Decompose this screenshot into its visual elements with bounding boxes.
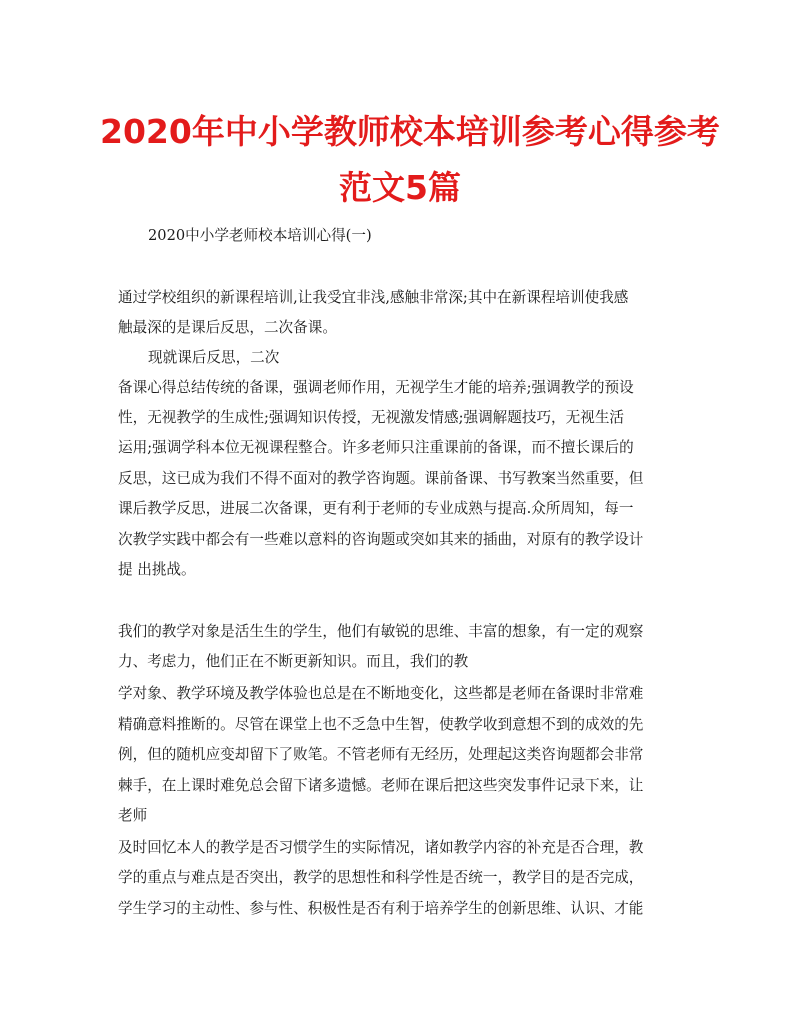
paragraph-line: 学生学习的主动性、参与性、积极性是否有利于培养学生的创新思维、认识、才能 <box>118 900 644 917</box>
paragraph-line: 学对象、教学环境及教学体验也总是在不断地变化，这些都是老师在备课时非常难 <box>118 685 644 702</box>
paragraph-line: 例，但的随机应变却留下了败笔。不管老师有无经历，处理起这类咨询题都会非常 <box>118 746 644 763</box>
paragraph-line: 现就课后反思，二次 <box>148 349 280 366</box>
paragraph-line: 次教学实践中都会有一些难以意料的咨询题或突如其来的插曲，对原有的教学设计 <box>118 531 644 548</box>
paragraph-line: 运用;强调学科本位无视课程整合。许多老师只注重课前的备课，而不擅长课后的 <box>118 439 634 456</box>
paragraph-line: 性，无视教学的生成性;强调知识传授，无视激发情感;强调解题技巧，无视生活 <box>118 409 625 426</box>
paragraph-line: 通过学校组织的新课程培训,让我受宜非浅,感触非常深;其中在新课程培训使我感 <box>118 289 629 306</box>
paragraph-line: 备课心得总结传统的备课，强调老师作用，无视学生才能的培养;强调教学的预设 <box>118 379 634 396</box>
paragraph-line: 及时回忆本人的教学是否习惯学生的实际情况，诸如教学内容的补充是否合理，教 <box>118 839 644 856</box>
paragraph-line: 棘手，在上课时难免总会留下诸多遗憾。老师在课后把这些突发事件记录下来，让 <box>118 777 644 794</box>
paragraph-line: 提 出挑战。 <box>118 561 196 578</box>
paragraph-line: 老师 <box>118 807 148 824</box>
paragraph-line: 我们的教学对象是活生生的学生，他们有敏锐的思维、丰富的想象，有一定的观察 <box>118 623 644 640</box>
document-title-line-1: 2020年中小学教师校本培训参考心得参考 <box>100 112 720 151</box>
paragraph-line: 学的重点与难点是否突出，教学的思想性和科学性是否统一，教学目的是否完成， <box>118 869 644 886</box>
paragraph-line: 触最深的是课后反思，二次备课。 <box>118 319 337 336</box>
paragraph-line: 反思，这已成为我们不得不面对的教学咨询题。课前备课、书写教案当然重要，但 <box>118 470 644 487</box>
paragraph-line: 课后教学反思，进展二次备课，更有利于老师的专业成熟与提高.众所周知，每一 <box>118 500 634 517</box>
document-title-line-2: 范文5篇 <box>339 168 461 207</box>
paragraph-line: 精确意料推断的。尽管在课堂上也不乏急中生智，使教学收到意想不到的成效的先 <box>118 716 644 733</box>
paragraph-line: 力、考虑力，他们正在不断更新知识。而且，我们的教 <box>118 653 469 670</box>
section-heading: 2020中小学老师校本培训心得(一) <box>148 227 372 244</box>
